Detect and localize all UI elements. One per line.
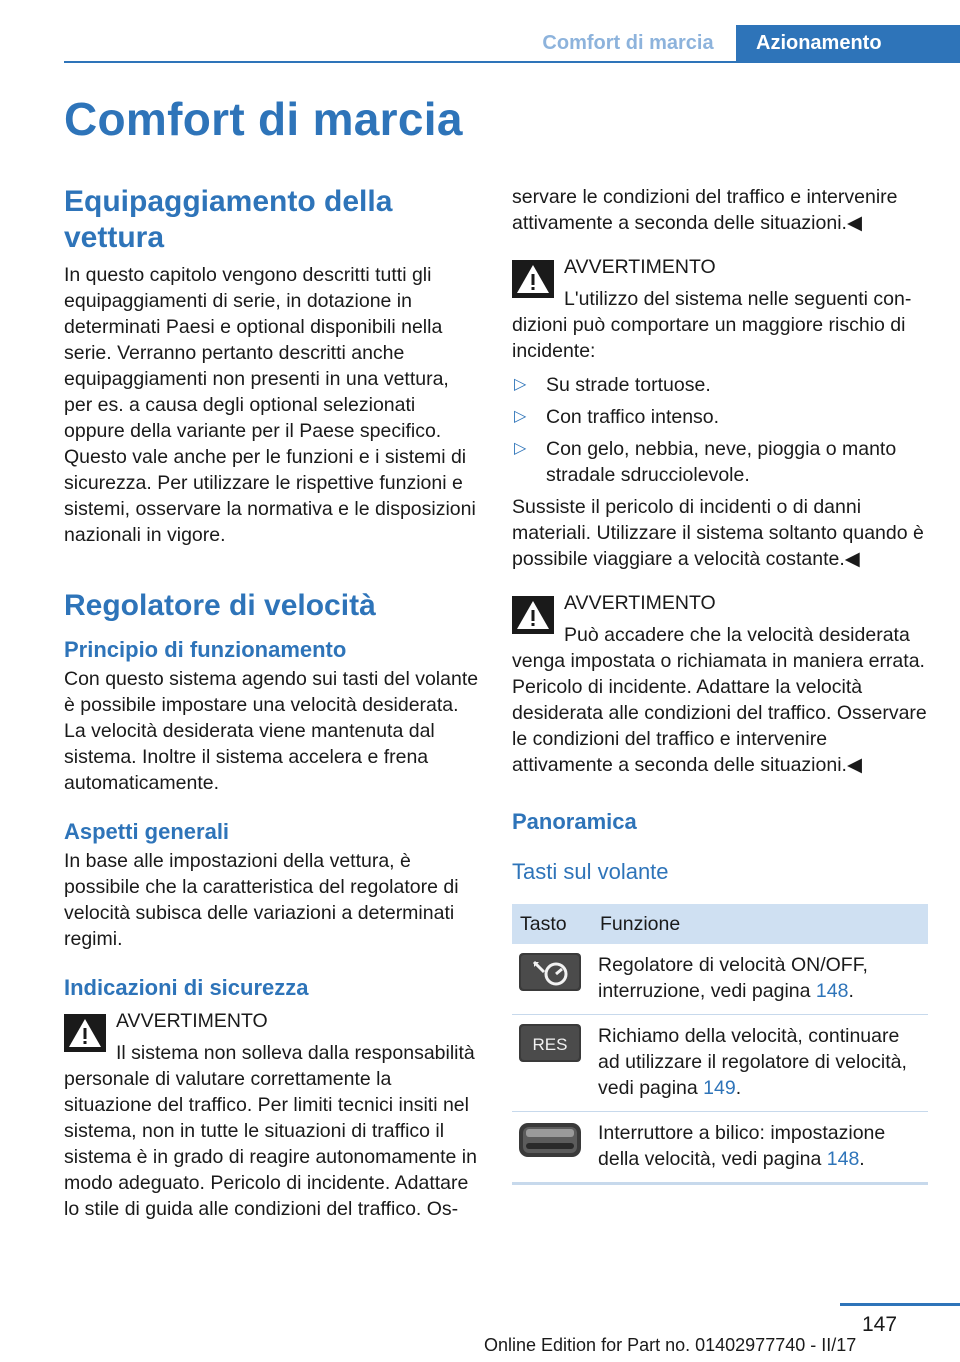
warning-label: AVVERTIMENTO (116, 1010, 268, 1032)
key-cell (512, 944, 592, 1015)
paragraph-equipaggiamento: In questo capitolo vengono descritti tutti gli equipaggiamenti di serie, in dotazione in determinati Paesi e optional disponibili nella serie. Verranno pertanto descritti anche equipaggiamenti non presenti in una vettura, per es. a causa degli optional selezionati oppure della variante per il Paese specifico. Questo vale anche per le funzioni e i sistemi di sicurezza. Per utilizzare le rispettive funzioni e sistemi, osservare la normativa e le disposizioni nazionali in vigore. (64, 264, 476, 546)
table-row (512, 1112, 928, 1184)
heading-sicurezza: Indicazioni di sicurezza (64, 975, 309, 1000)
header-tab-section[interactable]: Comfort di marcia (542, 32, 714, 54)
function-end: . (859, 1148, 865, 1170)
page-link-148[interactable]: 148 (815, 980, 849, 1002)
key-cell (512, 1015, 592, 1112)
conditions-list (512, 372, 928, 488)
function-cell (592, 1112, 928, 1184)
function-text: Interruttore a bilico: impostazione della velocità, vedi pagina (598, 1122, 886, 1170)
header-rule (64, 61, 960, 63)
warning-triangle-icon (512, 596, 554, 634)
paragraph-principio: Con questo sistema agendo sui tasti del volante è possibile impostare una velocità desiderata. La velocità desiderata viene mantenuta dal sistema. Inoltre il sistema accelera e frena automaticamente. (64, 668, 479, 794)
rocker-switch-icon (518, 1120, 582, 1160)
function-text: Regolatore di velocità ON/OFF, interruzione, vedi pagina (598, 954, 868, 1002)
right-column (512, 184, 928, 1185)
header-tab-chapter[interactable]: Azionamento (736, 25, 960, 63)
heading-panoramica: Panoramica (512, 809, 637, 834)
page-title: Comfort di marcia (64, 93, 463, 145)
warning-block-1 (64, 1008, 480, 1222)
list-item (512, 372, 928, 398)
warning-label: AVVERTIMENTO (564, 592, 716, 614)
function-end: . (848, 980, 854, 1002)
heading-regolatore: Regolatore di velocità (64, 589, 376, 622)
keys-table (512, 904, 928, 1185)
heading-tasti: Tasti sul volante (512, 859, 669, 884)
warning-text: personale di valutare correttamente la situazione del traffico. Per limiti tecnici insiti nel sistema, non in tutte le situazioni di traffico il sistema è in grado di reagire autonomamente in modo adeguato. Pericolo di incidente. Adattare lo stile di guida alle condizioni del traffico. Os- (64, 1068, 477, 1220)
heading-principio: Principio di funzionamento (64, 637, 347, 662)
page-link-149[interactable]: 149 (703, 1077, 736, 1099)
res-button-icon (518, 1023, 582, 1063)
function-cell (592, 944, 928, 1015)
table-header-row (512, 904, 928, 944)
page-link-148[interactable]: 148 (826, 1148, 860, 1170)
function-cell (592, 1015, 928, 1112)
left-column (64, 184, 480, 1222)
heading-aspetti: Aspetti generali (64, 819, 230, 844)
list-item-text: Con traffico intenso. (546, 406, 720, 428)
warning-first-line: Può accadere che la velocità desiderata (564, 624, 910, 646)
table-row (512, 1015, 928, 1112)
list-item (512, 404, 928, 430)
warning-triangle-icon (512, 260, 554, 298)
warning-label: AVVERTIMENTO (564, 256, 716, 278)
warning-first-line: L'utilizzo del sistema nelle seguenti con- (564, 288, 912, 310)
list-item-text: Su strade tortuose. (546, 374, 711, 396)
triangle-bullet-icon: ▷ (514, 440, 527, 457)
edition-footer: Online Edition for Part no. 01402977740 - II/17 (484, 1335, 857, 1355)
page-number: 147 (862, 1313, 898, 1336)
column-header-key: Tasto (512, 904, 592, 944)
key-cell (512, 1112, 592, 1184)
warning-block-3 (512, 590, 928, 778)
paragraph-continuation: servare le condizioni del traffico e intervenire attivamente a seconda delle situazioni.◀ (512, 186, 898, 234)
heading-equipaggiamento: Equipaggiamento della vettura (64, 185, 393, 254)
warning-text: dizioni può comportare un maggiore rischio di incidente: (512, 314, 906, 362)
table-row (512, 944, 928, 1015)
warning-triangle-icon (64, 1014, 106, 1052)
cruise-control-onoff-button-icon (518, 952, 582, 992)
warning-block-2 (512, 254, 928, 364)
triangle-bullet-icon: ▷ (514, 376, 527, 393)
paragraph-risk: Sussiste il pericolo di incidenti o di danni materiali. Utilizzare il sistema soltanto quando è possibile viaggiare a velocità costante.◀ (512, 496, 924, 570)
paragraph-aspetti: In base alle impostazioni della vettura, è possibile che la caratteristica del regolatore di velocità subisca delle variazioni a determinati regimi. (64, 850, 459, 950)
footer-rule (840, 1303, 960, 1306)
list-item-text: Con gelo, nebbia, neve, pioggia o manto stradale sdrucciolevole. (546, 438, 897, 486)
warning-first-line: Il sistema non solleva dalla responsabilità (116, 1042, 475, 1064)
res-button-label: RES (532, 1035, 568, 1054)
column-header-function: Funzione (592, 904, 928, 944)
function-text: Richiamo della velocità, continuare ad utilizzare il regolatore di velocità, vedi pagina (598, 1025, 907, 1099)
list-item (512, 436, 928, 488)
warning-text: venga impostata o richiamata in maniera errata. Pericolo di incidente. Adattare la velocità desiderata alle condizioni del traffico. Osservare le condizioni del traffico e intervenire attivamente a seconda delle situazioni.◀ (512, 650, 927, 776)
triangle-bullet-icon: ▷ (514, 408, 527, 425)
function-end: . (735, 1077, 742, 1099)
